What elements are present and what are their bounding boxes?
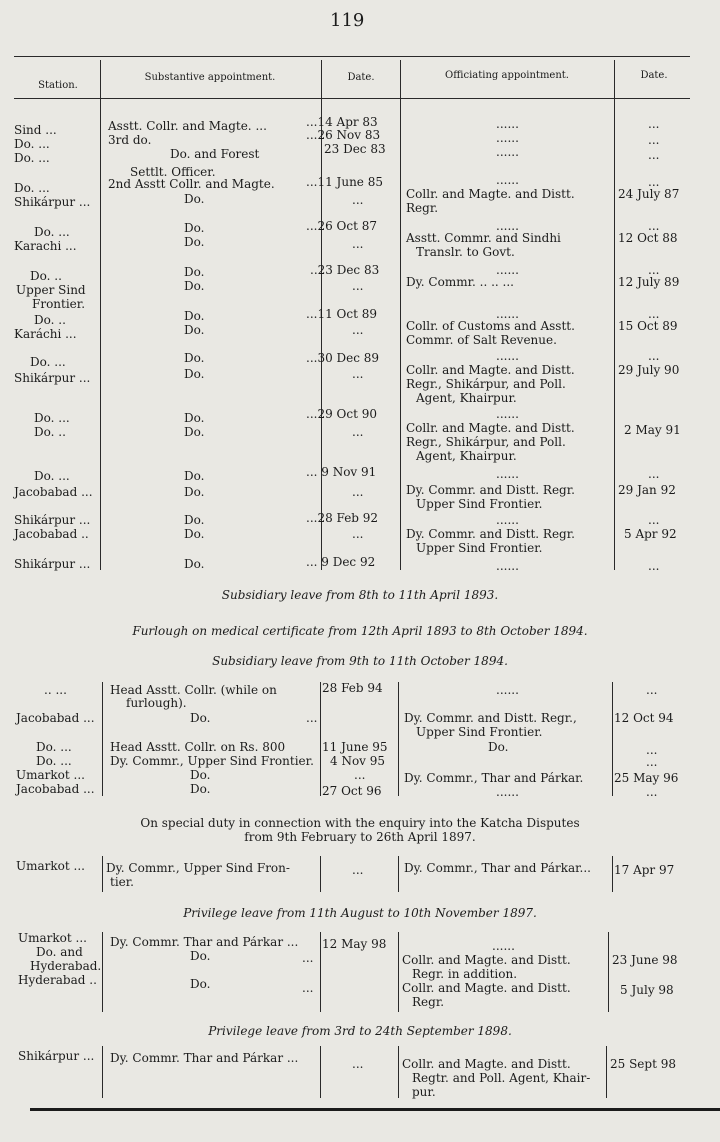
station-cell: Umarkot ... — [18, 931, 87, 945]
subst-cell: furlough). — [126, 696, 187, 710]
date-cell: ...28 Feb 92 — [306, 511, 379, 525]
date2-cell: ... — [648, 148, 660, 162]
date2-cell: ... — [648, 133, 660, 147]
date2-cell: 12 Oct 88 — [618, 231, 678, 245]
offic-cell: Collr. of Customs and Asstt. — [406, 319, 575, 333]
offic-cell: Asstt. Commr. and Sindhi — [406, 231, 561, 245]
offic-cell: Collr. and Magte. and Distt. — [402, 1057, 571, 1071]
offic-cell: Collr. and Magte. and Distt. — [402, 953, 571, 967]
station-cell: Shikárpur ... — [14, 371, 91, 385]
col-divider-1 — [100, 60, 101, 570]
table-top-rule — [14, 56, 690, 57]
station-cell: Do. ... — [34, 225, 70, 239]
offic-cell: ...... — [496, 407, 519, 421]
date-cell: ...11 June 85 — [306, 175, 383, 189]
station-cell: Shikárpur ... — [18, 1049, 95, 1063]
offic-cell: Collr. and Magte. and Distt. — [402, 981, 571, 995]
subst-cell: Settlt. Officer. — [130, 165, 216, 179]
offic-cell: ...... — [496, 683, 519, 697]
date-cell: ...29 Oct 90 — [306, 407, 377, 421]
block4-divider-1 — [102, 932, 103, 1012]
date-cell: ... — [352, 367, 364, 381]
date2-cell: 5 July 98 — [620, 983, 674, 997]
offic-cell: ...... — [496, 117, 519, 131]
subst-cell: Do. — [184, 265, 205, 279]
station-cell: Shikárpur ... — [14, 195, 91, 209]
date-cell: ...30 Dec 89 — [306, 351, 380, 365]
station-cell: Do. ... — [34, 411, 70, 425]
offic-cell: ...... — [496, 307, 519, 321]
block5-divider-1 — [102, 1046, 103, 1098]
station-cell: Karáchi ... — [14, 327, 77, 341]
date2-cell: 15 Oct 89 — [618, 319, 678, 333]
date-cell: 28 Feb 94 — [322, 681, 383, 695]
block3-divider-3 — [398, 856, 399, 892]
subst-cell: Do. — [190, 782, 211, 796]
offic-cell: Regr. — [406, 201, 439, 215]
date2-cell: 25 May 96 — [614, 771, 679, 785]
offic-cell: ...... — [496, 219, 519, 233]
date-cell: ..23 Dec 83 — [310, 263, 380, 277]
date-cell: ... — [352, 193, 364, 207]
station-cell: Frontier. — [32, 297, 86, 311]
offic-cell: Dy. Commr. and Distt. Regr. — [406, 483, 575, 497]
date-cell: ... 9 Dec 92 — [306, 555, 376, 569]
offic-cell: ...... — [496, 145, 519, 159]
offic-cell: Upper Sind Frontier. — [416, 497, 543, 511]
offic-cell: Dy. Commr., Thar and Párkar. — [404, 771, 584, 785]
subst-cell: Do. — [184, 527, 205, 541]
offic-cell: Dy. Commr. and Distt. Regr. — [406, 527, 575, 541]
offic-cell: Collr. and Magte. and Distt. — [406, 187, 575, 201]
block4-divider-2 — [320, 932, 321, 1012]
block2-divider-1 — [102, 682, 103, 796]
date-cell: ... 9 Nov 91 — [306, 465, 377, 479]
offic-cell: Dy. Commr. and Distt. Regr., — [404, 711, 577, 725]
date-cell: 4 Nov 95 — [330, 754, 386, 768]
subst-cell: Dy. Commr. Thar and Párkar ... — [110, 1051, 299, 1065]
offic-cell: ...... — [496, 785, 519, 799]
offic-cell: ...... — [496, 513, 519, 527]
offic-cell: Dy. Commr., Thar and Párkar... — [404, 861, 591, 875]
station-cell: Do. ... — [34, 469, 70, 483]
header-officiating: Officiating appointment. — [445, 70, 569, 81]
date2-cell: 12 July 89 — [618, 275, 680, 289]
subst-cell: tier. — [110, 875, 134, 889]
date-cell: ... — [302, 981, 314, 995]
section-caption: from 9th February to 26th April 1897. — [244, 830, 476, 844]
page-number: 119 — [330, 10, 365, 31]
date-cell: 11 June 95 — [322, 740, 388, 754]
date2-cell: 29 July 90 — [618, 363, 680, 377]
station-cell: Do. ... — [30, 355, 66, 369]
date-cell: ...11 Oct 89 — [306, 307, 377, 321]
date-cell: ... — [352, 863, 364, 877]
offic-cell: Agent, Khairpur. — [416, 449, 517, 463]
block5-divider-4 — [606, 1046, 607, 1098]
station-cell: Do. ... — [14, 151, 50, 165]
subst-cell: Do. — [184, 425, 205, 439]
bottom-rule — [30, 1108, 720, 1111]
subst-cell: Do. — [184, 411, 205, 425]
date-cell: 12 May 98 — [322, 937, 387, 951]
date-cell: ... — [352, 527, 364, 541]
date2-cell: ... — [646, 755, 658, 769]
col-divider-3 — [400, 60, 401, 570]
date-cell: ...14 Apr 83 — [306, 115, 378, 129]
date2-cell: ... — [648, 219, 660, 233]
station-cell: Do. .. — [34, 425, 66, 439]
subst-cell: Do. — [190, 977, 211, 991]
date-cell: ... — [354, 768, 366, 782]
subst-cell: Do. — [184, 192, 205, 206]
offic-cell: Upper Sind Frontier. — [416, 725, 543, 739]
date-cell: 27 Oct 96 — [322, 784, 382, 798]
subst-cell: Head Asstt. Collr. (while on — [110, 683, 277, 697]
header-date-2: Date. — [640, 70, 668, 81]
section-caption: Privilege leave from 11th August to 10th November 1897. — [183, 906, 537, 920]
block5-divider-2 — [320, 1046, 321, 1098]
date2-cell: 5 Apr 92 — [624, 527, 677, 541]
station-cell: Do. ... — [36, 740, 72, 754]
date-cell: ...26 Oct 87 — [306, 219, 377, 233]
block2-divider-2 — [320, 682, 321, 796]
date2-cell: ... — [648, 263, 660, 277]
date2-cell: ... — [648, 349, 660, 363]
subst-cell: Do. — [190, 711, 211, 725]
offic-cell: Regr., Shikárpur, and Poll. — [406, 377, 566, 391]
subst-cell: Dy. Commr., Upper Sind Frontier. — [110, 754, 314, 768]
block3-divider-2 — [320, 856, 321, 892]
offic-cell: Commr. of Salt Revenue. — [406, 333, 557, 347]
offic-cell: Upper Sind Frontier. — [416, 541, 543, 555]
date-cell: ... — [302, 951, 314, 965]
subst-cell: 2nd Asstt Collr. and Magte. — [108, 177, 275, 191]
date-cell: ... — [352, 323, 364, 337]
section-caption: Subsidiary leave from 8th to 11th April 1893. — [221, 588, 499, 602]
date-cell: ... — [352, 485, 364, 499]
date2-cell: ... — [648, 559, 660, 573]
block4-divider-4 — [608, 932, 609, 1012]
station-cell: Shikárpur ... — [14, 557, 91, 571]
block3-divider-4 — [612, 856, 613, 892]
subst-cell: Do. and Forest — [170, 147, 260, 161]
offic-cell: Do. — [488, 740, 509, 754]
block4-divider-3 — [398, 932, 399, 1012]
station-cell: Upper Sind — [16, 283, 86, 297]
section-caption: Furlough on medical certificate from 12th April 1893 to 8th October 1894. — [132, 624, 588, 638]
station-cell: Umarkot ... — [16, 768, 85, 782]
block2-divider-4 — [612, 682, 613, 796]
station-cell: Sind ... — [14, 123, 57, 137]
block2-divider-3 — [398, 682, 399, 796]
subst-cell: Do. — [184, 279, 205, 293]
subst-cell: Do. — [184, 351, 205, 365]
date-cell: ... — [352, 279, 364, 293]
offic-cell: ...... — [496, 559, 519, 573]
offic-cell: ...... — [496, 349, 519, 363]
station-cell: Do. and — [36, 945, 83, 959]
offic-cell: Regr. — [412, 995, 445, 1009]
station-cell: Jacobabad .. — [14, 527, 89, 541]
date2-cell: 12 Oct 94 — [614, 711, 674, 725]
date2-cell: 29 Jan 92 — [618, 483, 676, 497]
subst-cell: Do. — [184, 323, 205, 337]
block5-divider-3 — [398, 1046, 399, 1098]
station-cell: Do. ... — [14, 137, 50, 151]
station-cell: Karachi ... — [14, 239, 77, 253]
header-station: Station. — [38, 80, 78, 91]
offic-cell: ...... — [492, 939, 515, 953]
offic-cell: Regr. in addition. — [412, 967, 518, 981]
station-cell: Jacobabad ... — [14, 485, 93, 499]
subst-cell: 3rd do. — [108, 133, 152, 147]
block3-divider-1 — [102, 856, 103, 892]
date-cell: ... — [352, 237, 364, 251]
col-divider-4 — [614, 60, 615, 570]
date2-cell: ... — [648, 175, 660, 189]
date-cell: 23 Dec 83 — [324, 142, 386, 156]
subst-cell: Head Asstt. Collr. on Rs. 800 — [110, 740, 286, 754]
subst-cell: Do. — [184, 485, 205, 499]
subst-cell: Do. — [184, 221, 205, 235]
subst-cell: Do. — [190, 949, 211, 963]
header-date-1: Date. — [347, 72, 375, 83]
subst-cell: Do. — [190, 768, 211, 782]
offic-cell: pur. — [412, 1085, 436, 1099]
date2-cell: 17 Apr 97 — [614, 863, 675, 877]
offic-cell: ...... — [496, 467, 519, 481]
station-cell: Do. .. — [30, 269, 62, 283]
date-cell: ... — [352, 425, 364, 439]
date2-cell: 25 Sept 98 — [610, 1057, 676, 1071]
date2-cell: 23 June 98 — [612, 953, 678, 967]
section-caption: On special duty in connection with the enquiry into the Katcha Disputes — [140, 816, 580, 830]
date-cell: ...26 Nov 83 — [306, 128, 381, 142]
station-cell: .. ... — [44, 683, 67, 697]
date2-cell: 24 July 87 — [618, 187, 680, 201]
offic-cell: Dy. Commr. .. .. ... — [406, 275, 514, 289]
station-cell: Do. ... — [14, 181, 50, 195]
offic-cell: ...... — [496, 131, 519, 145]
date2-cell: ... — [648, 467, 660, 481]
offic-cell: Translr. to Govt. — [416, 245, 515, 259]
offic-cell: Collr. and Magte. and Distt. — [406, 363, 575, 377]
date2-cell: ... — [648, 513, 660, 527]
date-cell: ... — [306, 711, 318, 725]
offic-cell: Regtr. and Poll. Agent, Khair- — [412, 1071, 591, 1085]
date-cell: ... — [352, 1057, 364, 1071]
station-cell: Jacobabad ... — [16, 782, 95, 796]
header-substantive: Substantive appointment. — [144, 72, 276, 83]
header-rule — [14, 98, 690, 99]
offic-cell: Regr., Shikárpur, and Poll. — [406, 435, 566, 449]
subst-cell: Asstt. Collr. and Magte. ... — [108, 119, 267, 133]
subst-cell: Do. — [184, 235, 205, 249]
section-caption: Privilege leave from 3rd to 24th September 1898. — [208, 1024, 512, 1038]
subst-cell: Dy. Commr. Thar and Párkar ... — [110, 935, 299, 949]
subst-cell: Do. — [184, 513, 205, 527]
station-cell: Do. .. — [34, 313, 66, 327]
station-cell: Umarkot ... — [16, 859, 85, 873]
date2-cell: ... — [646, 683, 658, 697]
station-cell: Jacobabad ... — [16, 711, 95, 725]
offic-cell: Agent, Khairpur. — [416, 391, 517, 405]
subst-cell: Do. — [184, 469, 205, 483]
subst-cell: Do. — [184, 367, 205, 381]
offic-cell: ...... — [496, 173, 519, 187]
section-caption: Subsidiary leave from 9th to 11th October 1894. — [212, 654, 508, 668]
offic-cell: ...... — [496, 263, 519, 277]
subst-cell: Do. — [184, 309, 205, 323]
station-cell: Do. ... — [36, 754, 72, 768]
station-cell: Hyderabad .. — [18, 973, 97, 987]
station-cell: Shikárpur ... — [14, 513, 91, 527]
date2-cell: ... — [646, 743, 658, 757]
station-cell: Hyderabad. — [30, 959, 102, 973]
date2-cell: ... — [648, 307, 660, 321]
date2-cell: ... — [648, 117, 660, 131]
date2-cell: ... — [646, 785, 658, 799]
date2-cell: 2 May 91 — [624, 423, 681, 437]
subst-cell: Dy. Commr., Upper Sind Fron- — [106, 861, 290, 875]
subst-cell: Do. — [184, 557, 205, 571]
offic-cell: Collr. and Magte. and Distt. — [406, 421, 575, 435]
